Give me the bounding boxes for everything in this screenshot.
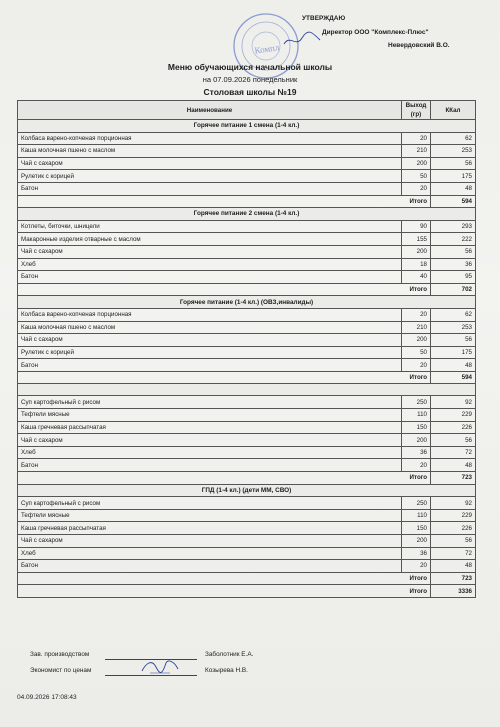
dish-kcal: 293 [431, 220, 476, 233]
dish-output: 20 [402, 308, 431, 321]
dish-name: Хлеб [18, 446, 402, 459]
section-title: ГПД (1-4 кл.) (дети ММ, СВО) [18, 484, 476, 497]
menu-item-row [18, 446, 476, 459]
section-total-label: Итого [18, 195, 431, 208]
section-total-label: Итого [18, 472, 431, 485]
dish-kcal: 62 [431, 308, 476, 321]
menu-item-row [18, 459, 476, 472]
dish-output: 200 [402, 434, 431, 447]
dish-output: 40 [402, 271, 431, 284]
section-header-row [18, 120, 476, 133]
dish-name: Тефтели мясные [18, 509, 402, 522]
dish-name: Тефтели мясные [18, 409, 402, 422]
dish-name: Колбаса варено-копченая порционная [18, 132, 402, 145]
section-total-label: Итого [18, 371, 431, 384]
dish-name: Колбаса варено-копченая порционная [18, 308, 402, 321]
dish-kcal: 92 [431, 396, 476, 409]
approval-label: УТВЕРЖДАЮ [302, 15, 346, 22]
menu-item-row [18, 346, 476, 359]
menu-item-row [18, 334, 476, 347]
section-total-label: Итого [18, 283, 431, 296]
section-total-label: Итого [18, 572, 431, 585]
dish-output: 210 [402, 145, 431, 158]
section-header-row [18, 208, 476, 221]
menu-item-row [18, 157, 476, 170]
dish-output: 50 [402, 346, 431, 359]
dish-kcal: 95 [431, 271, 476, 284]
dish-name: Чай с сахаром [18, 157, 402, 170]
section-header-row [18, 384, 476, 396]
dish-kcal: 36 [431, 258, 476, 271]
dish-output: 200 [402, 334, 431, 347]
col-name-header: Наименование [18, 101, 402, 120]
menu-item-row [18, 321, 476, 334]
dish-name: Рулетик с корицей [18, 170, 402, 183]
dish-kcal: 253 [431, 145, 476, 158]
dish-name: Чай с сахаром [18, 334, 402, 347]
dish-kcal: 229 [431, 409, 476, 422]
dish-output: 200 [402, 535, 431, 548]
section-total-value: 723 [431, 472, 476, 485]
dish-name: Батон [18, 271, 402, 284]
signature-role-2: Экономист по ценам [30, 667, 92, 674]
dish-kcal: 175 [431, 346, 476, 359]
dish-name: Чай с сахаром [18, 434, 402, 447]
menu-item-row [18, 271, 476, 284]
dish-output: 110 [402, 409, 431, 422]
grand-total-label: Итого [18, 585, 431, 598]
dish-name: Суп картофельный с рисом [18, 497, 402, 510]
dish-name: Каша гречневая рассыпчатая [18, 421, 402, 434]
dish-output: 20 [402, 182, 431, 195]
dish-name: Батон [18, 359, 402, 372]
menu-item-row [18, 182, 476, 195]
section-total-value: 594 [431, 371, 476, 384]
section-total-row [18, 283, 476, 296]
menu-item-row [18, 535, 476, 548]
dish-output: 200 [402, 157, 431, 170]
dish-name: Батон [18, 182, 402, 195]
section-total-row [18, 572, 476, 585]
dish-output: 90 [402, 220, 431, 233]
menu-item-row [18, 396, 476, 409]
approval-position: Директор ООО "Комплекс-Плюс" [322, 29, 429, 36]
approval-name: Невердовский В.О. [388, 42, 450, 49]
dish-name: Рулетик с корицей [18, 346, 402, 359]
dish-kcal: 48 [431, 560, 476, 573]
dish-kcal: 229 [431, 509, 476, 522]
menu-item-row [18, 421, 476, 434]
section-total-value: 702 [431, 283, 476, 296]
dish-name: Котлеты, биточки, шницели [18, 220, 402, 233]
dish-output: 20 [402, 560, 431, 573]
dish-kcal: 72 [431, 547, 476, 560]
dish-kcal: 48 [431, 359, 476, 372]
section-title [18, 384, 476, 396]
dish-kcal: 56 [431, 157, 476, 170]
menu-date: на 07.09.2026 понедельник [202, 75, 298, 84]
grand-total-row [18, 585, 476, 598]
dish-output: 36 [402, 446, 431, 459]
section-total-row [18, 371, 476, 384]
dish-output: 36 [402, 547, 431, 560]
dish-name: Хлеб [18, 547, 402, 560]
menu-item-row [18, 522, 476, 535]
page-title: Меню обучающихся начальной школы [167, 62, 333, 72]
dish-name: Чай с сахаром [18, 535, 402, 548]
dish-kcal: 56 [431, 434, 476, 447]
menu-item-row [18, 145, 476, 158]
section-title: Горячее питание (1-4 кл.) (ОВЗ,инвалиды) [18, 296, 476, 309]
menu-item-row [18, 409, 476, 422]
menu-item-row [18, 560, 476, 573]
menu-item-row [18, 258, 476, 271]
dish-output: 250 [402, 497, 431, 510]
dish-name: Каша молочная пшено с маслом [18, 145, 402, 158]
menu-item-row [18, 434, 476, 447]
dish-output: 200 [402, 245, 431, 258]
dish-name: Хлеб [18, 258, 402, 271]
dish-output: 110 [402, 509, 431, 522]
dish-kcal: 56 [431, 334, 476, 347]
dish-kcal: 62 [431, 132, 476, 145]
dish-output: 20 [402, 132, 431, 145]
dish-output: 50 [402, 170, 431, 183]
dish-output: 210 [402, 321, 431, 334]
dish-name: Батон [18, 459, 402, 472]
col-output-header: Выход (гр) [402, 101, 431, 120]
dish-output: 150 [402, 421, 431, 434]
dish-output: 20 [402, 359, 431, 372]
dish-output: 18 [402, 258, 431, 271]
dish-kcal: 175 [431, 170, 476, 183]
section-header-row [18, 484, 476, 497]
menu-item-row [18, 245, 476, 258]
menu-item-row [18, 170, 476, 183]
dish-kcal: 56 [431, 535, 476, 548]
col-kcal-header: ККал [431, 101, 476, 120]
menu-item-row [18, 547, 476, 560]
section-total-value: 723 [431, 572, 476, 585]
dish-kcal: 92 [431, 497, 476, 510]
menu-item-row [18, 359, 476, 372]
dish-kcal: 48 [431, 182, 476, 195]
dish-name: Батон [18, 560, 402, 573]
canteen-name: Столовая школы №19 [203, 87, 297, 97]
dish-output: 20 [402, 459, 431, 472]
grand-total-value: 3336 [431, 585, 476, 598]
menu-item-row [18, 233, 476, 246]
menu-table [17, 100, 476, 598]
print-timestamp: 04.09.2026 17:08:43 [17, 694, 77, 701]
dish-kcal: 226 [431, 421, 476, 434]
signature-name-2: Козырева Н.В. [205, 667, 248, 674]
dish-output: 250 [402, 396, 431, 409]
menu-item-row [18, 132, 476, 145]
signature-role-1: Зав. производством [30, 651, 90, 658]
signature-name-1: Заболотник Е.А. [205, 651, 254, 658]
dish-kcal: 222 [431, 233, 476, 246]
section-total-row [18, 472, 476, 485]
section-title: Горячее питание 1 смена (1-4 кл.) [18, 120, 476, 133]
menu-item-row [18, 509, 476, 522]
dish-name: Суп картофельный с рисом [18, 396, 402, 409]
section-header-row [18, 296, 476, 309]
menu-item-row [18, 308, 476, 321]
dish-name: Каша молочная пшено с маслом [18, 321, 402, 334]
dish-name: Макаронные изделия отварные с маслом [18, 233, 402, 246]
svg-text:Компл: Компл [253, 42, 280, 56]
dish-output: 155 [402, 233, 431, 246]
dish-kcal: 72 [431, 446, 476, 459]
dish-output: 150 [402, 522, 431, 535]
menu-item-row [18, 497, 476, 510]
section-title: Горячее питание 2 смена (1-4 кл.) [18, 208, 476, 221]
dish-kcal: 56 [431, 245, 476, 258]
dish-kcal: 226 [431, 522, 476, 535]
dish-name: Чай с сахаром [18, 245, 402, 258]
dish-name: Каша гречневая рассыпчатая [18, 522, 402, 535]
dish-kcal: 48 [431, 459, 476, 472]
economist-signature [140, 655, 180, 677]
menu-item-row [18, 220, 476, 233]
director-signature [282, 30, 322, 50]
section-total-row [18, 195, 476, 208]
dish-kcal: 253 [431, 321, 476, 334]
section-total-value: 594 [431, 195, 476, 208]
